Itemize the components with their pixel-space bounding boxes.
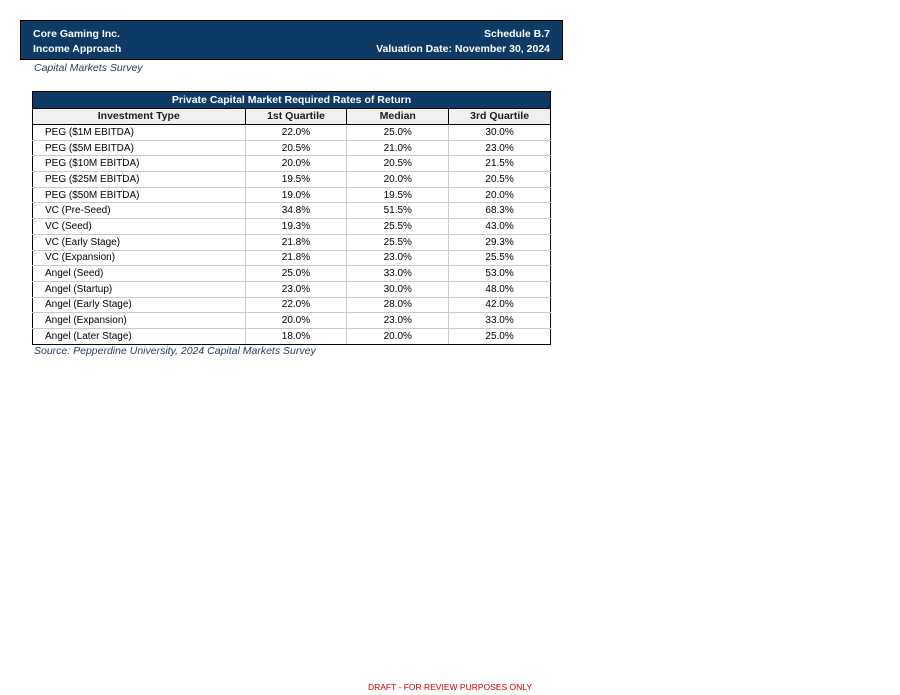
first-quartile-value: 21.8% bbox=[245, 234, 347, 250]
investment-type: PEG ($5M EBITDA) bbox=[33, 140, 246, 156]
draft-watermark-footer: DRAFT - FOR REVIEW PURPOSES ONLY bbox=[367, 682, 533, 692]
first-quartile-value: 22.0% bbox=[245, 297, 347, 313]
column-header-investment-type: Investment Type bbox=[33, 109, 246, 125]
median-value: 25.5% bbox=[347, 234, 449, 250]
median-value: 20.0% bbox=[347, 172, 449, 188]
investment-type: VC (Seed) bbox=[33, 219, 246, 235]
first-quartile-value: 25.0% bbox=[245, 266, 347, 282]
third-quartile-value: 48.0% bbox=[449, 281, 551, 297]
third-quartile-value: 25.0% bbox=[449, 328, 551, 344]
investment-type: PEG ($10M EBITDA) bbox=[33, 156, 246, 172]
approach-name: Income Approach bbox=[33, 43, 122, 55]
column-header-1st-quartile: 1st Quartile bbox=[245, 109, 347, 125]
third-quartile-value: 20.5% bbox=[449, 172, 551, 188]
investment-type: VC (Early Stage) bbox=[33, 234, 246, 250]
third-quartile-value: 30.0% bbox=[449, 125, 551, 141]
investment-type: PEG ($50M EBITDA) bbox=[33, 187, 246, 203]
first-quartile-value: 19.0% bbox=[245, 187, 347, 203]
first-quartile-value: 20.0% bbox=[245, 156, 347, 172]
header-right bbox=[376, 27, 550, 57]
median-value: 51.5% bbox=[347, 203, 449, 219]
investment-type: Angel (Seed) bbox=[33, 266, 246, 282]
table-row bbox=[33, 172, 551, 188]
column-header-3rd-quartile: 3rd Quartile bbox=[449, 109, 551, 125]
third-quartile-value: 33.0% bbox=[449, 313, 551, 329]
third-quartile-value: 53.0% bbox=[449, 266, 551, 282]
median-value: 19.5% bbox=[347, 187, 449, 203]
table-row bbox=[33, 203, 551, 219]
median-value: 33.0% bbox=[347, 266, 449, 282]
investment-type: Angel (Startup) bbox=[33, 281, 246, 297]
first-quartile-value: 23.0% bbox=[245, 281, 347, 297]
column-header-median: Median bbox=[347, 109, 449, 125]
investment-type: PEG ($1M EBITDA) bbox=[33, 125, 246, 141]
investment-type: VC (Expansion) bbox=[33, 250, 246, 266]
table-row bbox=[33, 234, 551, 250]
table-row bbox=[33, 219, 551, 235]
table-row bbox=[33, 156, 551, 172]
investment-type: Angel (Early Stage) bbox=[33, 297, 246, 313]
first-quartile-value: 20.0% bbox=[245, 313, 347, 329]
schedule-header bbox=[20, 20, 563, 60]
median-value: 30.0% bbox=[347, 281, 449, 297]
investment-type: PEG ($25M EBITDA) bbox=[33, 172, 246, 188]
first-quartile-value: 22.0% bbox=[245, 125, 347, 141]
median-value: 23.0% bbox=[347, 250, 449, 266]
median-value: 21.0% bbox=[347, 140, 449, 156]
third-quartile-value: 42.0% bbox=[449, 297, 551, 313]
header-left bbox=[33, 27, 121, 57]
table-row bbox=[33, 266, 551, 282]
investment-type: Angel (Later Stage) bbox=[33, 328, 246, 344]
investment-type: VC (Pre-Seed) bbox=[33, 203, 246, 219]
median-value: 28.0% bbox=[347, 297, 449, 313]
schedule-number: Schedule B.7 bbox=[484, 28, 550, 40]
table-row bbox=[33, 187, 551, 203]
median-value: 25.0% bbox=[347, 125, 449, 141]
median-value: 25.5% bbox=[347, 219, 449, 235]
third-quartile-value: 29.3% bbox=[449, 234, 551, 250]
third-quartile-value: 25.5% bbox=[449, 250, 551, 266]
source-note: Source: Pepperdine University, 2024 Capital Markets Survey bbox=[34, 345, 316, 357]
table-title-row bbox=[33, 92, 551, 109]
table-row bbox=[33, 313, 551, 329]
table-row bbox=[33, 140, 551, 156]
column-header-row bbox=[33, 109, 551, 125]
first-quartile-value: 19.5% bbox=[245, 172, 347, 188]
table-row bbox=[33, 328, 551, 344]
first-quartile-value: 21.8% bbox=[245, 250, 347, 266]
table-row bbox=[33, 281, 551, 297]
valuation-date: Valuation Date: November 30, 2024 bbox=[376, 43, 550, 55]
company-name: Core Gaming Inc. bbox=[33, 28, 120, 40]
median-value: 20.5% bbox=[347, 156, 449, 172]
median-value: 20.0% bbox=[347, 328, 449, 344]
table-row bbox=[33, 250, 551, 266]
section-label: Capital Markets Survey bbox=[34, 62, 143, 74]
first-quartile-value: 34.8% bbox=[245, 203, 347, 219]
first-quartile-value: 20.5% bbox=[245, 140, 347, 156]
median-value: 23.0% bbox=[347, 313, 449, 329]
third-quartile-value: 23.0% bbox=[449, 140, 551, 156]
third-quartile-value: 43.0% bbox=[449, 219, 551, 235]
first-quartile-value: 19.3% bbox=[245, 219, 347, 235]
table-row bbox=[33, 125, 551, 141]
third-quartile-value: 20.0% bbox=[449, 187, 551, 203]
third-quartile-value: 21.5% bbox=[449, 156, 551, 172]
rates-of-return-table bbox=[32, 91, 551, 345]
table-row bbox=[33, 297, 551, 313]
first-quartile-value: 18.0% bbox=[245, 328, 347, 344]
investment-type: Angel (Expansion) bbox=[33, 313, 246, 329]
third-quartile-value: 68.3% bbox=[449, 203, 551, 219]
table-title: Private Capital Market Required Rates of Return bbox=[33, 92, 551, 109]
